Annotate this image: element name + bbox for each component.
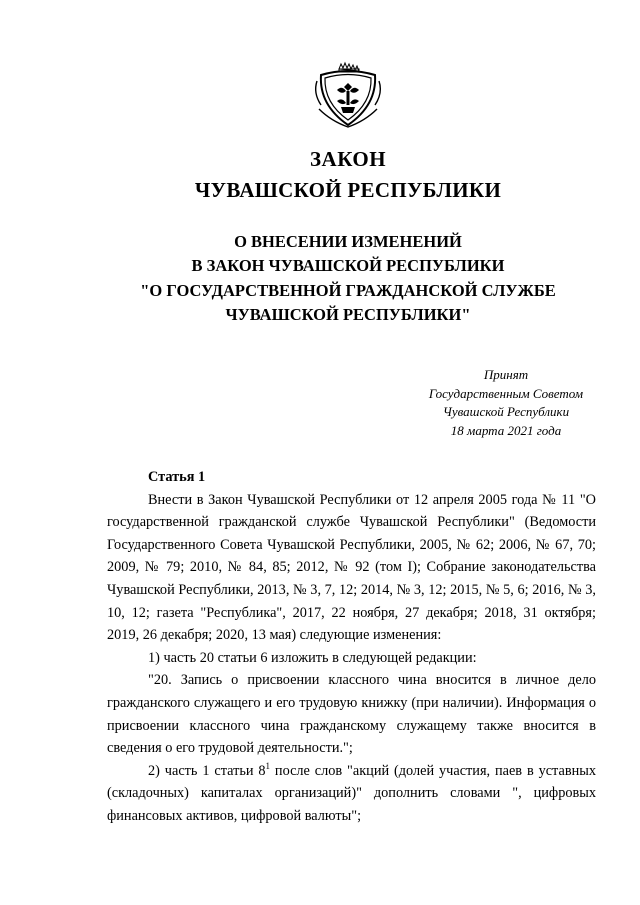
article-number-superscript: 1 bbox=[265, 760, 271, 771]
adoption-line-2: Государственным Советом bbox=[428, 385, 584, 401]
document-type-title: ЗАКОН bbox=[309, 147, 387, 171]
amendment-item-2-start: 2) часть 1 статьи 8 bbox=[148, 762, 266, 779]
article-heading: Статья 1 bbox=[148, 469, 206, 485]
adoption-note bbox=[400, 366, 612, 440]
subtitle-line-1: О ВНЕСЕНИИ ИЗМЕНЕНИЙ bbox=[234, 232, 462, 251]
amendment-item-2 bbox=[107, 760, 596, 828]
adoption-line-4: 18 марта 2021 года bbox=[450, 422, 562, 438]
subtitle-line-4: ЧУВАШСКОЙ РЕСПУБЛИКИ" bbox=[225, 305, 471, 324]
amendment-item-1: 1) часть 20 статьи 6 изложить в следующей редакции: bbox=[148, 649, 477, 666]
adoption-line-3: Чувашской Республики bbox=[442, 404, 570, 419]
subtitle-line-3: "О ГОСУДАРСТВЕННОЙ ГРАЖДАНСКОЙ СЛУЖБЕ bbox=[140, 281, 556, 300]
adoption-line-1: Принят bbox=[483, 367, 529, 382]
coat-of-arms-icon bbox=[311, 57, 385, 131]
amendment-item-1-text: "20. Запись о присвоении классного чина вносится в личное дело гражданского служащего и его трудовую книжку (при наличии). Информация о присвоении классного чина гражданскому служащему также вносится в сведения о его трудовой деятельности."; bbox=[107, 672, 596, 757]
subtitle-line-2: В ЗАКОН ЧУВАШСКОЙ РЕСПУБЛИКИ bbox=[191, 256, 505, 275]
article-intro-paragraph: Внести в Закон Чувашской Республики от 12 апреля 2005 года № 11 "О государственной гражданской службе Чувашской Республики" (Ведомости Государственного Совета Чувашской Республики, 2005, № 62; 2006, № 67, 70; 2009, № 79; 2010, № 84, 85; 2012, № 92 (том I); Собрание законодательства Чувашской Республики, 2013, № 3, 7, 12; 2014, № 3, 12; 2015, № 5, 6; 2016, № 3, 10, 12; газета "Республика", 2017, 22 ноября, 27 декабря; 2018, 31 октября; 2019, 26 декабря; 2020, 13 мая) следующие изменения: bbox=[107, 491, 596, 644]
law-body bbox=[107, 466, 596, 828]
amendment-item-2-rest: после слов "акций (долей участия, паев в уставных (складочных) капиталах организаций)" дополнить словами ", цифровых финансовых активов, цифровой валюты"; bbox=[107, 762, 596, 824]
document-issuer-title: ЧУВАШСКОЙ РЕСПУБЛИКИ bbox=[194, 178, 502, 202]
